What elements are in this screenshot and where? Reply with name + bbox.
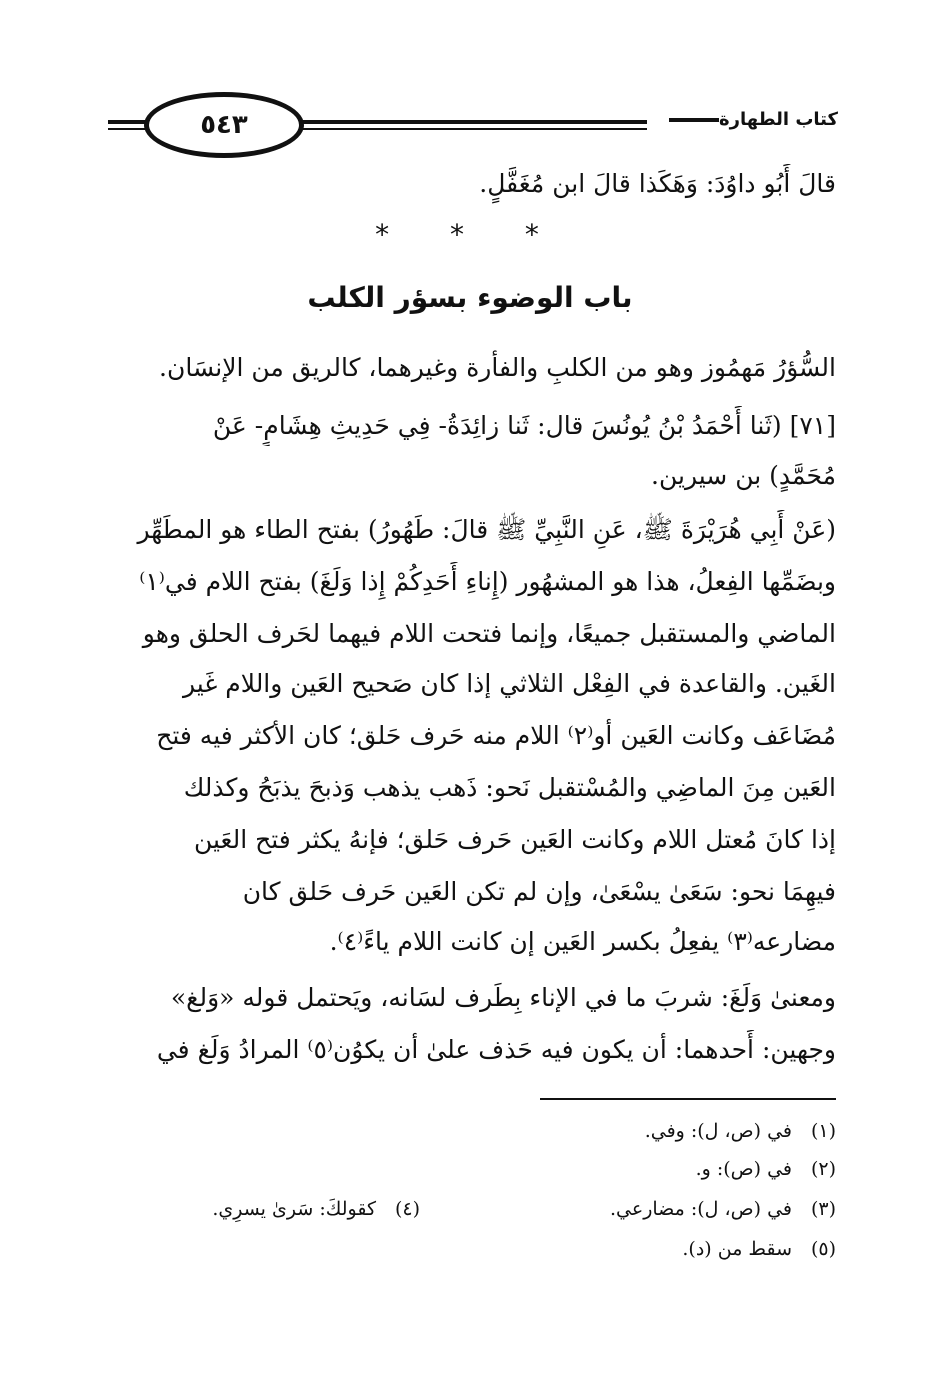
footnote-text: كقولكَ: سَرىٰ يسرِي. [212, 1198, 376, 1220]
footnote-number: (٢) [810, 1158, 836, 1180]
body-line: فيهِمَا نحو: سَعَىٰ يسْعَىٰ، وإن لم تكن العَين حَرف حَلق كان [242, 877, 836, 906]
body-line: وجهين: أَحدهما: أن يكون فيه حَذف علىٰ أن يكوُن⁽٥⁾ المرادُ وَلَغ في [156, 1035, 836, 1064]
body-line: الغَين. والقاعدة في الفِعْل الثلاثي إذا كان صَحيح العَين واللام غَير [182, 669, 836, 698]
chapter-title-leader [669, 118, 719, 122]
body-line: الماضي والمستقبل جميعًا، وإنما فتحت اللام فيهما لحَرف الحلق وهو [142, 619, 836, 648]
footnote-5 [682, 1234, 836, 1264]
chapter-title [647, 106, 838, 134]
body-line: مُضَاعَف وكانت العَين أو⁽٢⁾ اللام منه حَرف حَلق؛ كان الأكثر فيه فتح [156, 721, 836, 750]
page-number-badge [144, 92, 304, 158]
body-line: وبضَمِّها الفِعلُ، هذا هو المشهُور (إِناءِ أَحَدِكُمْ إِذا وَلَغَ) بفتح اللام في⁽١⁾ [139, 567, 836, 596]
section-heading: باب الوضوء بسؤر الكلب [307, 281, 633, 314]
footnote-text: في (ص، ل): وفي. [644, 1120, 792, 1142]
footnote-2 [696, 1154, 836, 1184]
footnote-number: (٤) [394, 1198, 420, 1220]
footnote-separator [540, 1098, 836, 1100]
footnote-number: (١) [810, 1120, 836, 1142]
body-line: العَين مِنَ الماضِي والمُسْتقبل نَحو: ذَهب يذهب وَذبحَ يذبَحُ وكذلك [183, 773, 836, 802]
footnote-3 [610, 1194, 836, 1224]
footnote-1 [645, 1116, 836, 1146]
footnote-4 [212, 1194, 420, 1224]
body-line: ومعنىٰ وَلَغَ: شربَ ما في الإناء بِطَرف لسَانه، ويَحتمل قوله «وَلغ» [170, 983, 836, 1012]
chapter-title-text: كتاب الطهارة [718, 109, 838, 130]
body-line: [٧١] (ثَنا أَحْمَدُ بْنُ يُونُسَ قال: ثَنا زائِدَةُ- فِي حَدِيثِ هِشَامٍ- عَنْ [212, 411, 836, 440]
page-header [108, 92, 838, 162]
page-number: ٥٤٣ [200, 110, 248, 140]
body-line: إذا كانَ مُعتل اللام وكانت العَين حَرف حَلق؛ فإنهُ يكثر فتح العَين [193, 825, 836, 854]
footnote-number: (٥) [810, 1238, 836, 1260]
intro-line: قالَ أَبُو داوُدَ: وَهَكَذا قالَ ابن مُغَفَّلٍ. [479, 169, 836, 198]
footnote-number: (٣) [810, 1198, 836, 1220]
body-line: السُّؤرُ مَهمُوز وهو من الكلبِ والفأرة وغيرهما، كالريق من الإنسَان. [159, 353, 836, 382]
section-separator: * * * [375, 218, 565, 251]
body-line: (عَنْ أَبِي هُرَيْرَةَ ﷺ، عَنِ النَّبِيِّ ﷺ قالَ: طَهُورُ) بفتح الطاء هو المطَهِّر [137, 515, 836, 544]
footnote-text: في (ص): و. [695, 1158, 792, 1180]
footnote-text: في (ص، ل): مضارعي. [609, 1198, 792, 1220]
body-line: مُحَمَّدٍ) بن سيرين. [651, 461, 836, 490]
footnote-text: سقط من (د). [682, 1238, 792, 1260]
body-line: مضارعه⁽٣⁾ يفعِلُ بكسر العَين إن كانت اللام ياءً⁽٤⁾. [329, 927, 836, 956]
